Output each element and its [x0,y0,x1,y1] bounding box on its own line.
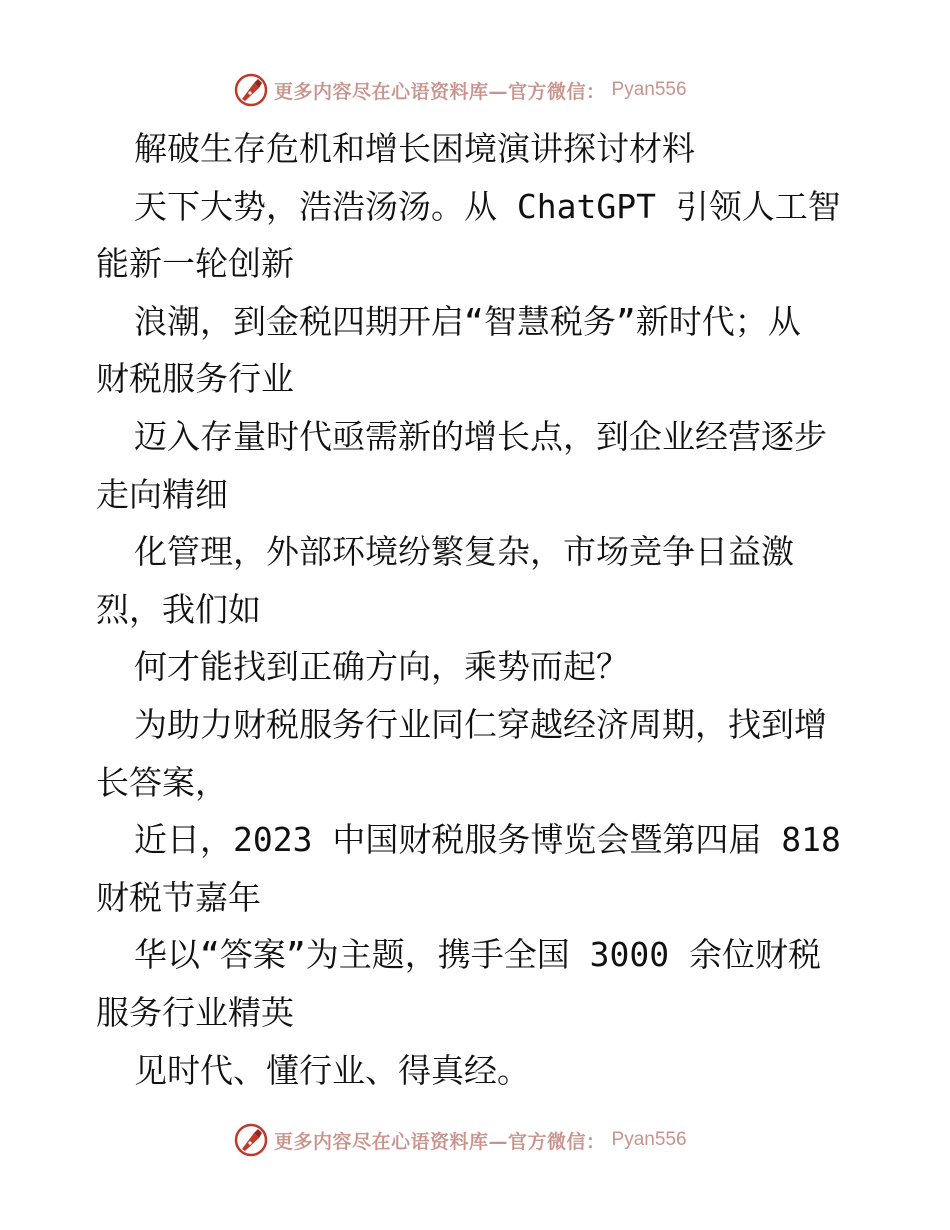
text-line: 为助力财税服务行业同仁穿越经济周期，找到增 [134,704,827,744]
text-line: 服务行业精英 [96,992,294,1032]
text-line: 近日，2023 中国财税服务博览会暨第四届 818 [134,820,841,860]
text-line: 走向精细 [96,474,228,514]
footer-banner [234,1122,687,1158]
text-line: 华以“答案”为主题，携手全国 3000 余位财税 [134,935,821,975]
text-line: 化管理，外部环境纷繁复杂，市场竞争日益激 [134,532,794,572]
text-line: 浪潮，到金税四期开启“智慧税务”新时代；从 [134,301,801,341]
banner-text: 更多内容尽在心语资料库—官方微信： [274,80,606,103]
text-line: 财税服务行业 [96,359,294,399]
banner-account: Pyan556 [611,79,687,100]
fountain-pen-logo-icon [234,1123,268,1157]
text-line: 能新一轮创新 [96,244,294,284]
text-line: 迈入存量时代亟需新的增长点，到企业经营逐步 [134,416,827,456]
text-line: 长答案， [96,762,228,802]
text-line: 何才能找到正确方向，乘势而起？ [134,647,629,687]
document-body [96,120,866,1099]
banner-text: 更多内容尽在心语资料库—官方微信： [274,1130,606,1153]
banner-account: Pyan556 [611,1129,687,1150]
text-line: 烈，我们如 [96,589,261,629]
text-line: 天下大势，浩浩汤汤。从 ChatGPT 引领人工智 [134,186,841,226]
text-line: 见时代、懂行业、得真经。 [134,1050,530,1090]
fountain-pen-logo-icon [234,73,268,107]
header-banner [234,72,687,108]
text-line: 财税节嘉年 [96,877,261,917]
text-line: 解破生存危机和增长困境演讲探讨材料 [134,129,695,168]
